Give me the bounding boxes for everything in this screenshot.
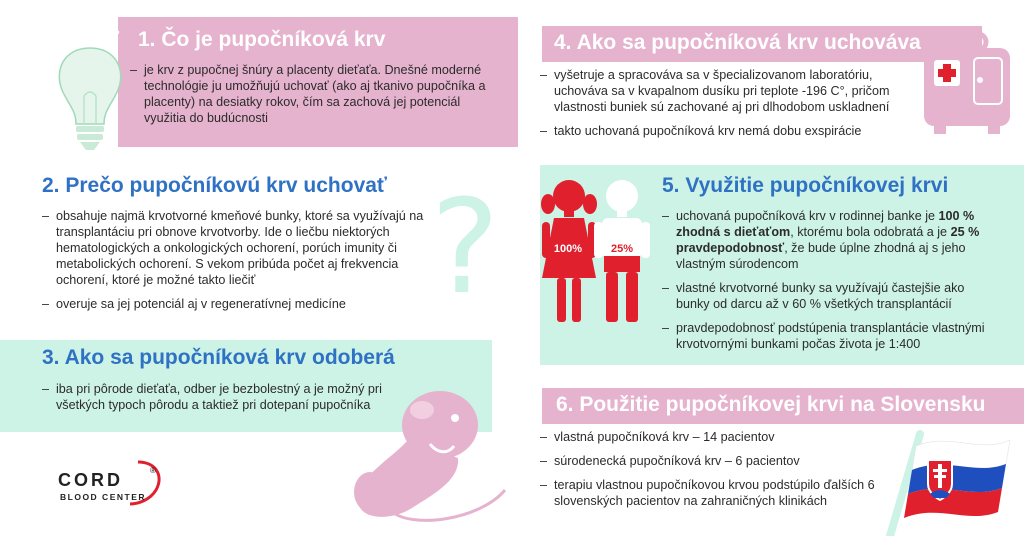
logo-registered-mark: ® bbox=[150, 466, 156, 475]
section-2-title: 2. Prečo pupočníkovú krv uchovať bbox=[42, 174, 387, 197]
section-4-title: 4. Ako sa pupočníková krv uchováva bbox=[554, 31, 921, 54]
s5-b1-bold-b: 100 % zhodná s dieťaťom bbox=[676, 209, 975, 239]
section-5-bullets bbox=[662, 208, 992, 360]
section-4-bullets bbox=[540, 67, 920, 147]
s5-b1-text-a: uchovaná pupočníková krv v rodinnej banke je bbox=[676, 209, 939, 223]
s5-b1-text-e: , že bude úplne zhodná aj s jeho vlastným súrodencom bbox=[676, 241, 966, 271]
section-2-bullet: – obsahuje najmä krvotvorné kmeňové bunky, ktoré sa využívajú na transplantáciu pri obnove krvotvorby. Ide o liečbu niektorých hematologických a onkologických ochorení, porúch imunity či metabolických ochorení. S vekom pribúda počet aj frekvencia ochorení, ktoré je možné takto liečiť bbox=[42, 208, 442, 288]
section-1-bullet: – je krv z pupočnej šnúry a placenty dieťaťa. Dnešné moderné technológie ju umožňujú uchovať (ako aj tkanivo pupočníka a placenty) na desiatky rokov, čím sa zachová jej potenciál využitia do budúcnosti bbox=[130, 62, 505, 126]
fetus-icon bbox=[330, 380, 510, 530]
section-2-bullet: – overuje sa jej potenciál aj v regeneratívnej medicíne bbox=[42, 296, 442, 312]
s5-b1-bold-d: 25 % pravdepodobnosť bbox=[676, 225, 980, 255]
section-6-bullets bbox=[540, 429, 880, 517]
section-1-bullets bbox=[130, 62, 505, 134]
section-6-title: 6. Použitie pupočníkovej krvi na Slovensku bbox=[556, 393, 986, 416]
storage-tank-icon bbox=[916, 30, 1016, 140]
slovak-flag-icon bbox=[880, 418, 1016, 536]
section-4-bullet: – takto uchovaná pupočníková krv nemá dobu exspirácie bbox=[540, 123, 920, 139]
section-2-bullets bbox=[42, 208, 442, 320]
logo-top-text: CORD bbox=[58, 470, 123, 490]
section-5-bullet-3: – pravdepodobnosť podstúpenia transplantácie vlastnými krvotvornými bunkami počas života je 1:400 bbox=[662, 320, 992, 352]
svg-text:?: ? bbox=[430, 180, 500, 310]
section-6-bullet: – vlastná pupočníková krv – 14 pacientov bbox=[540, 429, 880, 445]
section-6-bullet: – súrodenecká pupočníková krv – 6 pacientov bbox=[540, 453, 880, 469]
section-4-bullet: – vyšetruje a spracováva sa v špecializovanom laboratóriu, uchováva sa v kvapalnom dusíku pri teplote -196 C°, pričom vlastnosti buniek sú zachované aj pri dlhodobom uskladnení bbox=[540, 67, 920, 115]
logo-bottom-text: BLOOD CENTER bbox=[60, 492, 146, 502]
section-6-bullet: – terapiu vlastnou pupočníkovou krvou podstúpilo ďalších 6 slovenských pacientov na zahraničných klinikách bbox=[540, 477, 880, 509]
boy-percentage: 25% bbox=[610, 243, 634, 255]
section-1-title: 1. Čo je pupočníková krv bbox=[138, 28, 386, 51]
girl-percentage: 100% bbox=[553, 243, 583, 255]
s5-b1-text-c: , ktorému bola odobratá a je bbox=[790, 225, 951, 239]
section-5-title: 5. Využitie pupočníkovej krvi bbox=[662, 174, 949, 197]
lightbulb-icon bbox=[40, 22, 140, 162]
section-3-bullet: – iba pri pôrode dieťaťa, odber je bezbolestný a je možný pri všetkých typoch pôrodu a taktiež pri dotepaní pupočníka bbox=[42, 381, 412, 413]
cord-blood-center-logo bbox=[58, 466, 168, 510]
section-5-bullet-2: – vlastné krvotvorné bunky sa využívajú častejšie ako bunky od darcu až v 60 % všetkých transplantácií bbox=[662, 280, 992, 312]
question-mark-icon bbox=[420, 180, 510, 310]
section-3-title: 3. Ako sa pupočníková krv odoberá bbox=[42, 346, 395, 369]
section-5-bullet-1 bbox=[662, 208, 992, 272]
